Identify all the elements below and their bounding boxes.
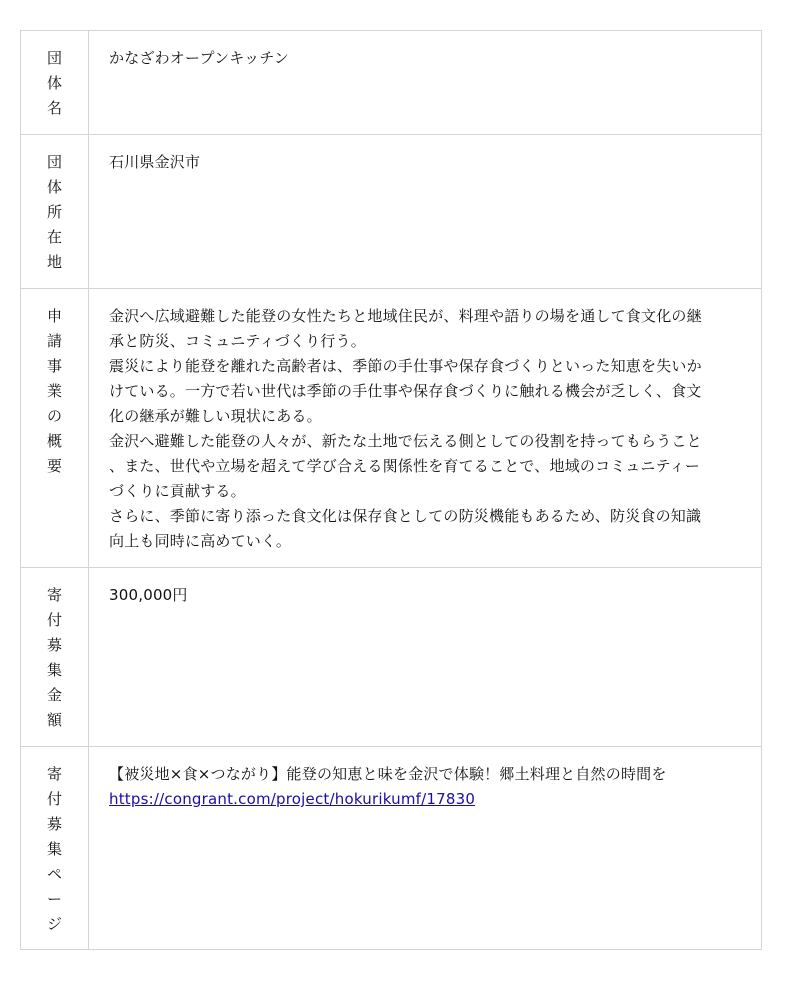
label-char: 寄: [46, 586, 62, 604]
summary-line: 金沢へ避難した能登の人々が、新たな土地で伝える側としての役割を持ってもらうこと: [109, 432, 702, 450]
label-char: 体: [46, 178, 62, 196]
label-char: 金: [46, 686, 62, 704]
label-char: 団: [46, 153, 62, 171]
label-char: ジ: [46, 915, 62, 933]
label-char: 地: [46, 253, 62, 271]
label-char: 付: [46, 790, 62, 808]
label-char: の: [46, 407, 62, 425]
label-organization-name: [21, 31, 89, 134]
value-organization-address: [89, 135, 761, 288]
label-char: 業: [46, 382, 62, 400]
label-char: 集: [46, 661, 62, 679]
label-char: 体: [46, 74, 62, 92]
label-char: 寄: [46, 765, 62, 783]
table-row-project-summary: [20, 288, 762, 567]
summary-line: 金沢へ広域避難した能登の女性たちと地域住民が、料理や語りの場を通して食文化の継: [109, 307, 702, 325]
summary-line: けている。一方で若い世代は季節の手仕事や保存食づくりに触れる機会が乏しく、食文: [109, 382, 702, 400]
table-row-organization-name: [20, 30, 762, 134]
label-char: ペ: [46, 865, 62, 883]
value-donation-page: [89, 747, 761, 949]
organization-address-text: 石川県金沢市: [109, 153, 201, 171]
label-char: 名: [46, 99, 62, 117]
value-donation-target: [89, 568, 761, 746]
organization-name-text: かなざわオープンキッチン: [109, 49, 290, 67]
label-char: 所: [46, 203, 62, 221]
summary-line: づくりに貢献する。: [109, 482, 246, 500]
summary-line: 化の継承が難しい現状にある。: [109, 407, 322, 425]
label-char: 額: [46, 711, 62, 729]
label-char: 集: [46, 840, 62, 858]
label-char: 募: [46, 815, 62, 833]
label-organization-address: [21, 135, 89, 288]
donation-page-title: 【被災地×食×つながり】能登の知恵と味を金沢で体験！郷土料理と自然の時間を: [109, 765, 667, 783]
table-row-donation-page: [20, 746, 762, 950]
summary-line: さらに、季節に寄り添った食文化は保存食としての防災機能もあるため、防災食の知識: [109, 507, 702, 525]
label-char: ー: [46, 890, 62, 908]
value-organization-name: [89, 31, 761, 134]
label-donation-page: [21, 747, 89, 949]
label-char: 申: [46, 307, 62, 325]
value-project-summary: [89, 289, 761, 567]
table-row-organization-address: [20, 134, 762, 288]
donation-amount-text: 300,000円: [109, 586, 188, 604]
summary-line: 向上も同時に高めていく。: [109, 532, 292, 550]
info-table: [20, 30, 762, 950]
label-char: 募: [46, 636, 62, 654]
label-char: 事: [46, 357, 62, 375]
donation-page-link[interactable]: https://congrant.com/project/hokurikumf/17830: [109, 790, 476, 808]
label-project-summary: [21, 289, 89, 567]
summary-line: 、また、世代や立場を超えて学び合える関係性を育てることで、地域のコミュニティー: [109, 457, 701, 475]
label-char: 要: [46, 457, 62, 475]
summary-line: 震災により能登を離れた高齢者は、季節の手仕事や保存食づくりといった知恵を失いか: [109, 357, 702, 375]
label-char: 概: [46, 432, 62, 450]
summary-line: 承と防災、コミュニティづくり行う。: [109, 332, 366, 350]
label-char: 付: [46, 611, 62, 629]
label-donation-target: [21, 568, 89, 746]
label-char: 団: [46, 49, 62, 67]
label-char: 請: [46, 332, 62, 350]
label-char: 在: [46, 228, 62, 246]
table-row-donation-target: [20, 567, 762, 746]
